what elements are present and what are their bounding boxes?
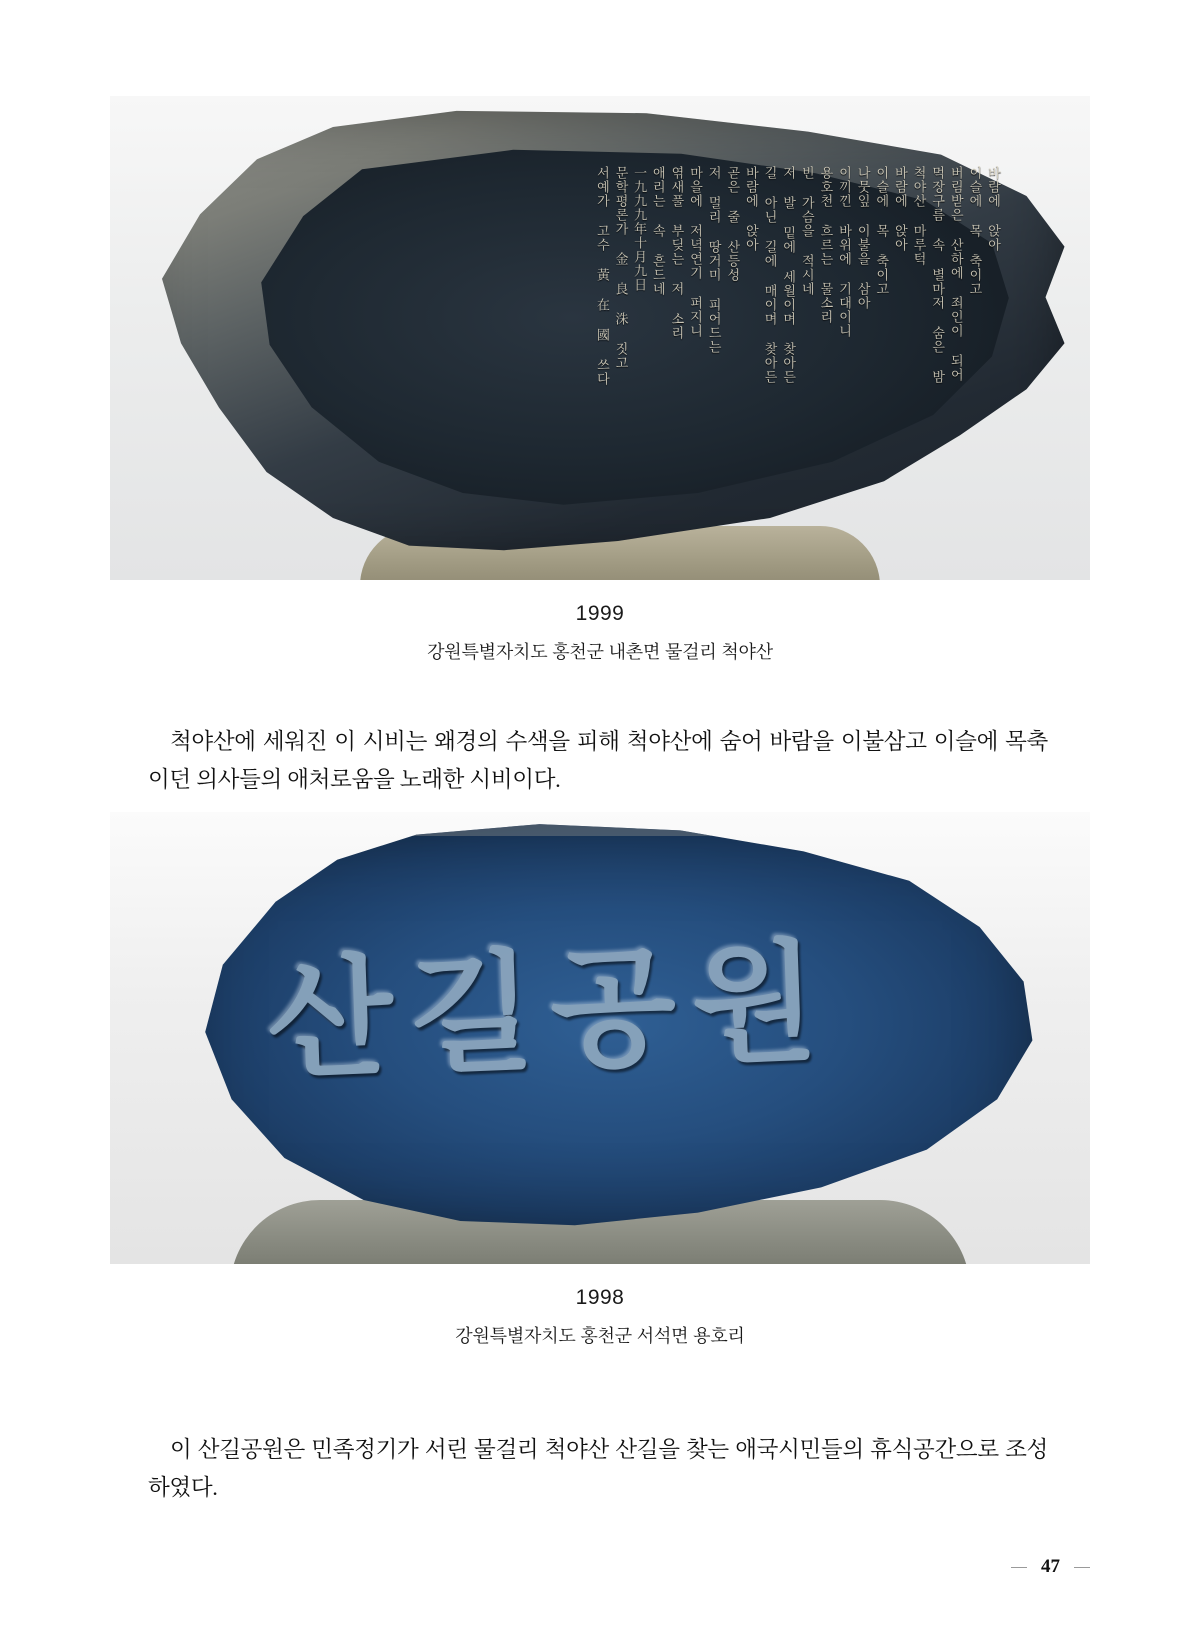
poem-column: 곧은 줄 산등성: [724, 166, 740, 282]
figure-year-caption: 1999: [575, 602, 625, 625]
poem-column: 이슬에 목 축이고: [966, 166, 982, 296]
figure-location-caption: 강원특별자치도 홍천군 서석면 용호리: [455, 1326, 745, 1346]
paragraph-text: 척야산에 세워진 이 시비는 왜경의 수색을 피해 척야산에 숨어 바람을 이불삼고 이슬에 목축이던 의사들의 애처로움을 노래한 시비이다.: [148, 728, 1048, 793]
poem-column: 저 발 밑에 세월이며 찾아든: [780, 166, 796, 384]
paragraph-chokyasan: [148, 723, 1048, 800]
figure-location-caption: 강원특별자치도 홍천군 내촌면 물걸리 척야산: [427, 642, 773, 662]
carved-park-name: 산길공원: [264, 925, 837, 1097]
page-footer: [0, 1556, 1200, 1578]
engraved-poem-text: [400, 166, 1000, 506]
poem-column: 척야산 마루턱: [910, 166, 926, 266]
figure-year-caption: 1998: [575, 1286, 625, 1309]
paragraph-sangil-park: [148, 1431, 1048, 1508]
poem-column: 애리는 속 흔드네: [649, 166, 665, 296]
poem-column: 이슬에 목 축이고: [873, 166, 889, 296]
footer-rule-left: [1011, 1567, 1027, 1568]
poem-column: 저 멀리 땅거미 피어드는: [705, 166, 721, 354]
poem-column: 바람에 앉아: [891, 166, 907, 252]
poem-column: 나뭇잎 이불을 삼아: [854, 166, 870, 310]
poem-column: 먹장구름 속 별마저 숨은 밤: [929, 166, 945, 384]
page-number: 47: [1041, 1556, 1060, 1577]
poem-column: 一九九九年十月九日: [631, 166, 647, 292]
sangil-park-stone-photo: [110, 812, 1090, 1264]
paragraph-text: 이 산길공원은 민족정기가 서린 물걸리 척야산 산길을 찾는 애국시민들의 휴식공간으로 조성하였다.: [148, 1436, 1048, 1501]
figure-sangil-park-stone: [110, 812, 1090, 1348]
poem-column: 문학평론가 金 良 洙 짓고: [612, 166, 628, 370]
poem-monument-photo: [110, 96, 1090, 580]
poem-column: 마을에 저녁연기 퍼지니: [687, 166, 702, 338]
poem-column: 바람에 앉아: [985, 166, 1000, 252]
poem-column: 이끼낀 바위에 기대이니: [836, 166, 851, 338]
footer-rule-right: [1074, 1567, 1090, 1568]
poem-column: 엮새풀 부딪는 저 소리: [668, 166, 684, 340]
poem-column: 버림받은 산하에 죄인이 되어: [947, 166, 963, 382]
figure-poem-stele: [110, 96, 1090, 664]
poem-column: 바람에 앉아: [742, 166, 758, 252]
poem-column: 서예가 고수 黃 在 國 쓰다: [593, 166, 609, 386]
poem-column: 길 아닌 길에 매이며 찾아든: [761, 166, 777, 384]
poem-column: 빈 가슴을 적시네: [798, 166, 814, 296]
poem-column: 용호천 흐르는 물소리: [817, 166, 833, 324]
